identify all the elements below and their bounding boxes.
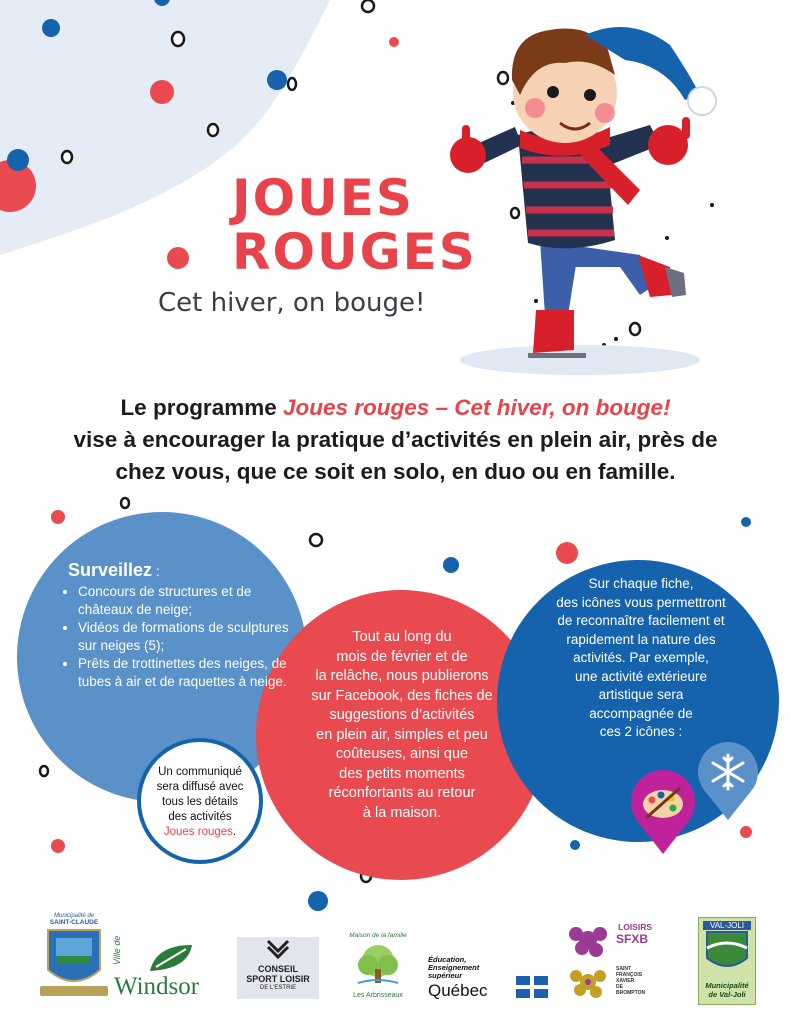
surveillez-title-text: Surveillez (68, 560, 153, 580)
sf-line: SAINT (616, 966, 631, 972)
intro-line-2: vise à encourager la pratique d’activités en plein air, près de (73, 427, 718, 452)
title-rouges: ROUGES (232, 223, 477, 281)
intro-line-1 (20, 392, 771, 424)
loisirs-line-1: LOISIRS (618, 922, 653, 932)
text-line: sur Facebook, des fiches de (311, 687, 493, 704)
text-line: Sur chaque fiche, (588, 576, 694, 591)
intro-paragraph (20, 392, 771, 488)
windsor-prefix: Ville de (112, 935, 122, 965)
text-line: à la maison. (362, 804, 442, 821)
text-line: la relâche, nous publierons (315, 668, 489, 684)
text-line: des icônes vous permettront (556, 594, 726, 610)
text-line: ces 2 icônes : (599, 724, 683, 739)
sf-line: FRANÇOIS (616, 972, 643, 978)
joues-rouges-highlight: Joues rouges (163, 826, 233, 838)
skater-boy-illustration (440, 5, 740, 385)
maison-arc-text: Maison de la famille (349, 932, 407, 939)
logo-quebec-education (428, 956, 552, 1002)
snowflake-icon (695, 740, 761, 822)
text-line (149, 825, 251, 840)
title-joues: JOUES (232, 169, 414, 227)
text-line: rapidement la nature des (566, 631, 716, 647)
text-line: en plein air, simples et peu (316, 726, 488, 743)
text-line: de reconnaître facilement et (557, 613, 725, 628)
conseil-line-2: SPORT LOISIR (246, 974, 310, 984)
conseil-line-1: CONSEIL (257, 964, 298, 974)
loisirs-line-2: SFXB (616, 932, 649, 946)
palette-icon (628, 770, 698, 856)
surveillez-title (68, 560, 160, 581)
text-line: des activités (168, 811, 232, 823)
text-line: Un communiqué (158, 766, 242, 778)
surveillez-title-colon: : (152, 563, 160, 579)
sf-line: DE (616, 984, 623, 990)
text-line: tous les détails (161, 796, 239, 808)
text-line: activités. Par exemple, (573, 650, 709, 665)
conseil-chevron-icon (237, 937, 319, 959)
list-item: • Prêts de trottinettes des neiges, de tubes à air et de raquettes à neige. (78, 655, 298, 691)
text-line: réconfortants au retour (328, 785, 476, 801)
sf-line: XAVIER (616, 978, 635, 984)
valjoli-crest-icon (699, 930, 755, 976)
logo-windsor (110, 935, 222, 1003)
list-item: • Concours de structures et de châteaux de neige; (78, 583, 298, 619)
windsor-name: Windsor (114, 973, 200, 1000)
quebec-line-3: supérieur (428, 971, 463, 980)
text-line: accompagnée de (589, 705, 693, 721)
quebec-flag-icon (516, 976, 548, 998)
surveillez-list (58, 583, 298, 691)
text-line: mois de février et de (336, 648, 468, 665)
facebook-info-text (286, 628, 518, 823)
icons-info-text (526, 575, 756, 742)
saint-claude-name: SAINT-CLAUDE (49, 919, 99, 926)
quebec-name: Québec (428, 981, 488, 1000)
subtitle: Cet hiver, on bouge! (158, 288, 426, 318)
list-item: • Vidéos de formations de sculptures sur neiges (5); (78, 619, 298, 655)
saint-claude-top-text: Municipalité de (53, 913, 95, 919)
program-name-highlight: Joues rouges – Cet hiver, on bouge! (282, 395, 671, 420)
text-line: une activité extérieure (574, 668, 708, 684)
text-line: sera diffusé avec (156, 781, 244, 793)
valjoli-line-1: Municipalité (705, 981, 749, 990)
text-line: artistique sera (598, 687, 684, 702)
text-line: coûteuses, ainsi que (335, 746, 469, 762)
logo-conseil-sport-loisir (237, 937, 319, 999)
tree-house-icon (344, 939, 412, 987)
quebec-line-2: Enseignement (428, 963, 480, 972)
sf-line: BROMPTON (616, 990, 646, 996)
period: . (232, 826, 237, 838)
text-line: suggestions d’activités (329, 707, 475, 723)
valjoli-top: VAL-JOLI (703, 921, 751, 930)
windsor-leaf-icon (146, 943, 196, 973)
valjoli-line-2: de Val-Joli (708, 990, 746, 999)
logo-saint-claude (38, 913, 110, 1005)
maison-name: Les Arbrisseaux (353, 992, 403, 999)
communique-text (149, 765, 251, 840)
saint-claude-crest-icon (38, 926, 110, 1002)
intro-line-3: chez vous, que ce soit en solo, en duo ou en famille. (115, 459, 676, 484)
quebec-line-1: Éducation, (428, 955, 467, 964)
intro-prefix: Le programme (120, 395, 283, 420)
logo-loisirs-sfxb (566, 918, 674, 1006)
logo-val-joli (698, 917, 756, 1005)
sfxb-words (616, 966, 645, 996)
text-line: Tout au long du (352, 629, 452, 645)
logo-maison-arbrisseaux (344, 932, 412, 1004)
text-line: des petits moments (339, 765, 465, 782)
conseil-line-3: DE L'ESTRIE (259, 985, 297, 991)
